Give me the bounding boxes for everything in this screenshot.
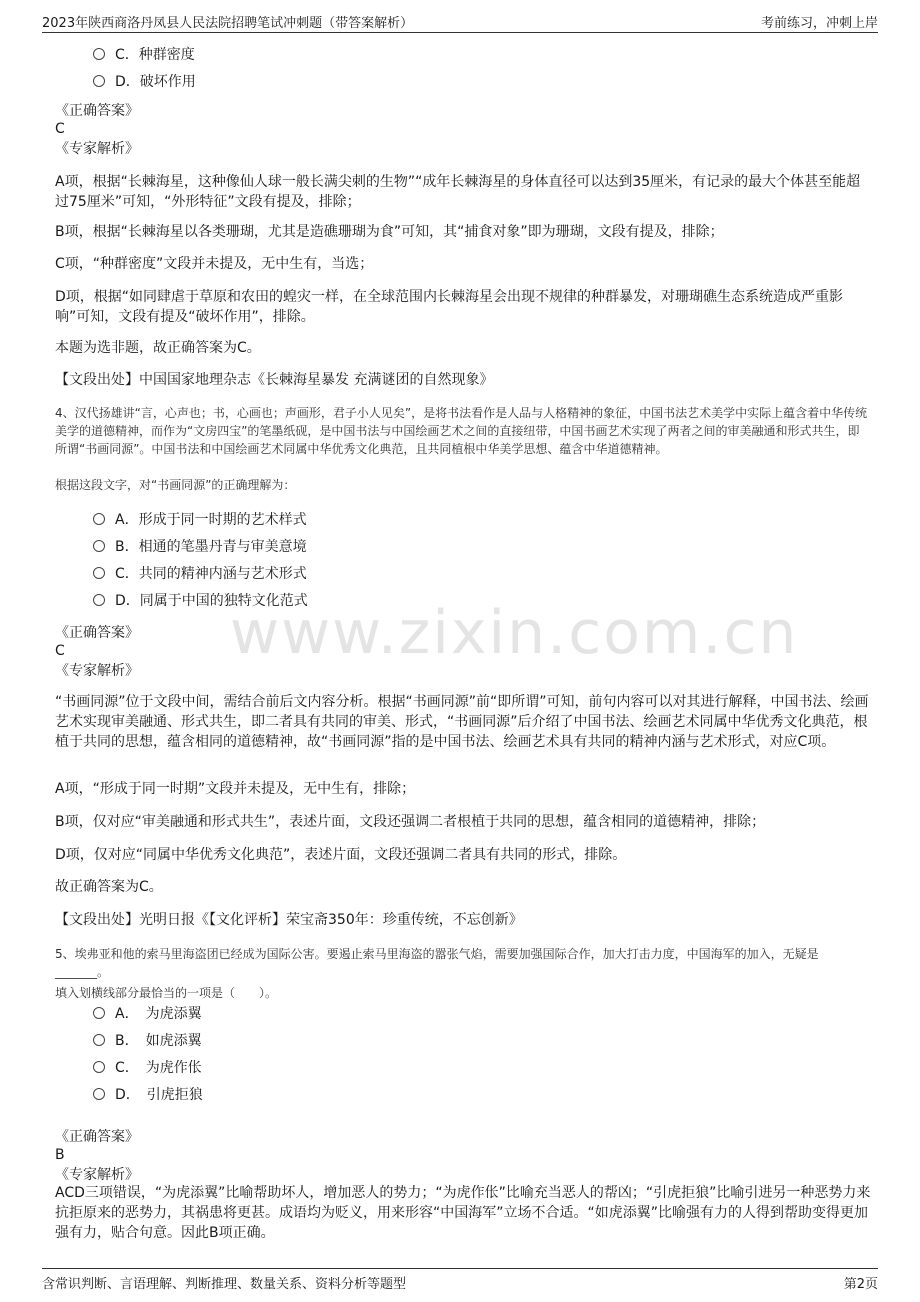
q4-conclusion: 故正确答案为C。 xyxy=(55,879,163,895)
radio-icon[interactable] xyxy=(93,594,105,606)
q5-option-b[interactable]: B． 如虎添翼 xyxy=(93,1031,202,1051)
q3-option-c[interactable]: C．种群密度 xyxy=(93,45,195,65)
q3-analysis-d: D项，根据“如同肆虐于草原和农田的蝗灾一样，在全球范围内长棘海星会出现不规律的种群暴发，对珊瑚礁生态系统造成严重影响”可知，文段有提及“破坏作用”，排除。 xyxy=(55,289,844,325)
q5-question: 填入划横线部分最恰当的一项是（ ）。 xyxy=(55,986,278,1000)
footer-topics: 含常识判断、言语理解、判断推理、数量关系、资料分析等题型 xyxy=(42,1277,407,1292)
radio-icon[interactable] xyxy=(93,1088,105,1100)
q3-analysis-a: A项，根据“长棘海星，这种像仙人球一般长满尖刺的生物”“成年长棘海星的身体直径可以达到35厘米，有记录的最大个体甚至能超过75厘米”可知，“外形特征”文段有提及，排除； xyxy=(55,174,861,210)
radio-icon[interactable] xyxy=(93,513,105,525)
q4-analysis-main: “书画同源”位于文段中间，需结合前后文内容分析。根据“书画同源”前“即所谓”可知，前句内容可以对其进行解释，中国书法、绘画艺术实现审美融通、形式共生，即二者具有共同的审美、形式，“书画同源”后介绍了中国书法、绘画艺术同属中华优秀文化典范，根植于共同的思想，蕴含相同的道德精神，故“书画同源”指的是中国书法、绘画艺术具有共同的精神内涵与艺术形式，对应C项。 xyxy=(55,694,869,750)
radio-icon[interactable] xyxy=(93,540,105,552)
q3-source: 【文段出处】中国国家地理杂志《长棘海星暴发 充满谜团的自然现象》 xyxy=(55,372,494,388)
q4-answer-label: 《正确答案》 xyxy=(55,625,139,641)
q4-stem: 4、汉代扬雄讲“言，心声也；书，心画也；声画形，君子小人见矣”，是将书法看作是人品与人格精神的象征，中国书法艺术美学中实际上蕴含着中华传统美学的道德精神，而作为“文房四宝”的笔墨纸砚，是中国书法与中国绘画艺术之间的直接纽带，中国书画艺术实现了两者之间的审美融通和形式共生，即所谓“书画同源”。中国书法和中国绘画艺术同属中华优秀文化典范，且共同植根中华美学思想、蕴含中华道德精神。 xyxy=(55,406,868,456)
document-title: 2023年陕西商洛丹凤县人民法院招聘笔试冲刺题（带答案解析） xyxy=(42,16,414,31)
page-number: 第2页 xyxy=(843,1277,878,1292)
q4-answer: C xyxy=(55,643,65,659)
q5-answer-label: 《正确答案》 xyxy=(55,1129,139,1145)
q3-option-d[interactable]: D．破坏作用 xyxy=(93,72,196,92)
q3-analysis-c: C项，“种群密度”文段并未提及，无中生有，当选； xyxy=(55,256,374,272)
radio-icon[interactable] xyxy=(93,48,105,60)
q4-option-a[interactable]: A．形成于同一时期的艺术样式 xyxy=(93,510,307,530)
q4-analysis-label: 《专家解析》 xyxy=(55,663,139,679)
q4-analysis-d: D项，仅对应“同属中华优秀文化典范”，表述片面，文段还强调二者具有共同的形式，排除。 xyxy=(55,847,627,863)
q3-answer-label: 《正确答案》 xyxy=(55,103,139,119)
q4-analysis-b: B项，仅对应“审美融通和形式共生”，表述片面，文段还强调二者根植于共同的思想，蕴含相同的道德精神，排除； xyxy=(55,814,766,830)
watermark: www.zixin.com.cn xyxy=(230,598,799,668)
q5-analysis-label: 《专家解析》 xyxy=(55,1167,139,1183)
q5-option-c[interactable]: C． 为虎作伥 xyxy=(93,1058,202,1078)
q3-conclusion: 本题为选非题，故正确答案为C。 xyxy=(55,340,261,356)
q4-option-c[interactable]: C．共同的精神内涵与艺术形式 xyxy=(93,564,307,584)
q5-analysis: ACD三项错误，“为虎添翼”比喻帮助坏人，增加恶人的势力；“为虎作伥”比喻充当恶人的帮凶；“引虎拒狼”比喻引进另一种恶势力来抗拒原来的恶势力，其祸患将更甚。成语均为贬义，用来形容“中国海军”立场不合适。“如虎添翼”比喻强有力的人得到帮助变得更加强有力，贴合句意。因此B项正确。 xyxy=(55,1185,871,1241)
q5-option-a[interactable]: A． 为虎添翼 xyxy=(93,1004,202,1024)
q3-analysis-b: B项，根据“长棘海星以各类珊瑚，尤其是造礁珊瑚为食”可知，其“捕食对象”即为珊瑚，文段有提及，排除； xyxy=(55,224,724,240)
header-slogan: 考前练习，冲刺上岸 xyxy=(760,16,878,31)
q5-option-d[interactable]: D． 引虎拒狼 xyxy=(93,1085,203,1105)
q4-option-d[interactable]: D．同属于中国的独特文化范式 xyxy=(93,591,308,611)
q5-answer: B xyxy=(55,1147,65,1163)
radio-icon[interactable] xyxy=(93,1061,105,1073)
radio-icon[interactable] xyxy=(93,75,105,87)
q4-source: 【文段出处】光明日报《【文化评析】荣宝斋350年：珍重传统，不忘创新》 xyxy=(55,912,523,928)
q4-question: 根据这段文字，对“书画同源”的正确理解为： xyxy=(55,478,296,492)
q4-analysis-a: A项，“形成于同一时期”文段并未提及，无中生有，排除； xyxy=(55,781,416,797)
radio-icon[interactable] xyxy=(93,1007,105,1019)
page-footer xyxy=(42,1268,878,1293)
q3-analysis-label: 《专家解析》 xyxy=(55,141,139,157)
page-header xyxy=(42,8,878,33)
q4-option-b[interactable]: B．相通的笔墨丹青与审美意境 xyxy=(93,537,307,557)
radio-icon[interactable] xyxy=(93,567,105,579)
radio-icon[interactable] xyxy=(93,1034,105,1046)
q5-stem: 5、埃弗亚和他的索马里海盗团已经成为国际公害。要遏止索马里海盗的嚣张气焰，需要加强国际合作，加大打击力度，中国海军的加入，无疑是_______。 xyxy=(55,947,819,979)
q3-answer: C xyxy=(55,121,65,137)
